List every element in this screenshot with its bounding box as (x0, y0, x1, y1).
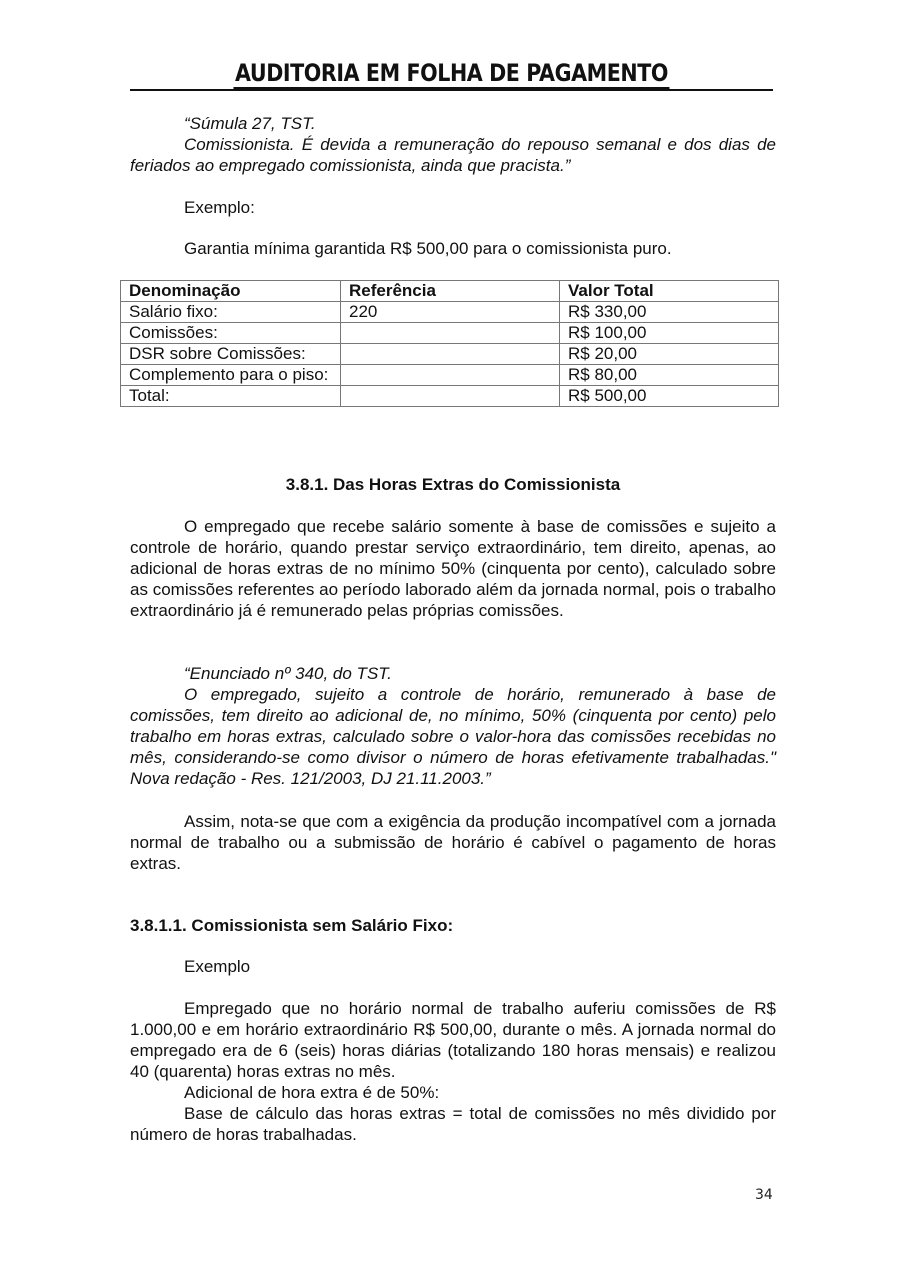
section-heading-3-8-1: 3.8.1. Das Horas Extras do Comissionista (285, 475, 621, 494)
table-row (121, 344, 779, 365)
quote-body: Comissionista. É devida a remuneração do repouso semanal e dos dias de feriados ao empregado comissionista, ainda que pracista.” (130, 135, 776, 175)
cell-referencia (341, 323, 560, 344)
cell-valor: R$ 100,00 (560, 323, 779, 344)
cell-referencia (341, 344, 560, 365)
cell-valor: R$ 330,00 (560, 302, 779, 323)
cell-valor: R$ 80,00 (560, 365, 779, 386)
table-row (121, 302, 779, 323)
page-header (130, 56, 773, 92)
enunciado-340-quote (130, 663, 776, 789)
example-label-2: Exemplo (184, 957, 251, 976)
cell-denominacao: Comissões: (121, 323, 341, 344)
conclusion-paragraph: Assim, nota-se que com a exigência da produção incompatível com a jornada normal de trabalho ou a submissão de horário é cabível o pagamento de horas extras. (130, 812, 776, 873)
cell-referencia (341, 365, 560, 386)
calculation-base-paragraph: Base de cálculo das horas extras = total de comissões no mês dividido por número de horas trabalhadas. (130, 1104, 776, 1144)
cell-denominacao: DSR sobre Comissões: (121, 344, 341, 365)
table-row (121, 386, 779, 407)
page-number: 34 (755, 1187, 773, 1203)
section-heading-3-8-1-1: 3.8.1.1. Comissionista sem Salário Fixo: (130, 916, 454, 935)
quote-body: O empregado, sujeito a controle de horário, remunerado à base de comissões, tem direito ao adicional de, no mínimo, 50% (cinquenta por cento) pelo trabalho em horas extras, calculado sobre o valor-hora das comissões recebidas no mês, considerando-se como divisor o número de horas efetivamente trabalhadas." Nova redação - Res. 121/2003, DJ 21.11.2003.” (130, 685, 776, 788)
guarantee-text: Garantia mínima garantida R$ 500,00 para o comissionista puro. (184, 239, 672, 258)
section-3-8-1-paragraph: O empregado que recebe salário somente à base de comissões e sujeito a controle de horário, quando prestar serviço extraordinário, tem direito, apenas, ao adicional de horas extras de no mínimo 50% (cinquenta por cento), calculado sobre as comissões referentes ao período laborado além da jornada normal, pois o trabalho extraordinário já é remunerado pelas próprias comissões. (130, 517, 776, 620)
overtime-rate-paragraph: Adicional de hora extra é de 50%: (184, 1083, 440, 1102)
cell-denominacao: Complemento para o piso: (121, 365, 341, 386)
cell-denominacao: Total: (121, 386, 341, 407)
quote-source: “Súmula 27, TST. (184, 114, 316, 133)
sumula-27-quote (130, 113, 776, 176)
page-header-title: AUDITORIA EM FOLHA DE PAGAMENTO (234, 59, 669, 87)
table-header-row (121, 281, 779, 302)
quote-source: “Enunciado nº 340, do TST. (184, 664, 392, 683)
example-paragraph: Empregado que no horário normal de trabalho auferiu comissões de R$ 1.000,00 e em horário extraordinário R$ 500,00, durante o mês. A jornada normal do empregado era de 6 (seis) horas diárias (totalizando 180 horas mensais) e realizou 40 (quarenta) horas extras no mês. (130, 999, 776, 1081)
header-valor-total: Valor Total (560, 281, 779, 302)
example-label: Exemplo: (184, 198, 255, 217)
table-row (121, 365, 779, 386)
cell-referencia (341, 386, 560, 407)
table-row (121, 323, 779, 344)
section-3-8-1-1-body (130, 998, 776, 1145)
cell-referencia: 220 (341, 302, 560, 323)
payroll-table (120, 280, 779, 407)
cell-denominacao: Salário fixo: (121, 302, 341, 323)
cell-valor: R$ 20,00 (560, 344, 779, 365)
header-denominacao: Denominação (121, 281, 341, 302)
header-title-wrap (175, 56, 728, 90)
cell-valor: R$ 500,00 (560, 386, 779, 407)
header-referencia: Referência (341, 281, 560, 302)
